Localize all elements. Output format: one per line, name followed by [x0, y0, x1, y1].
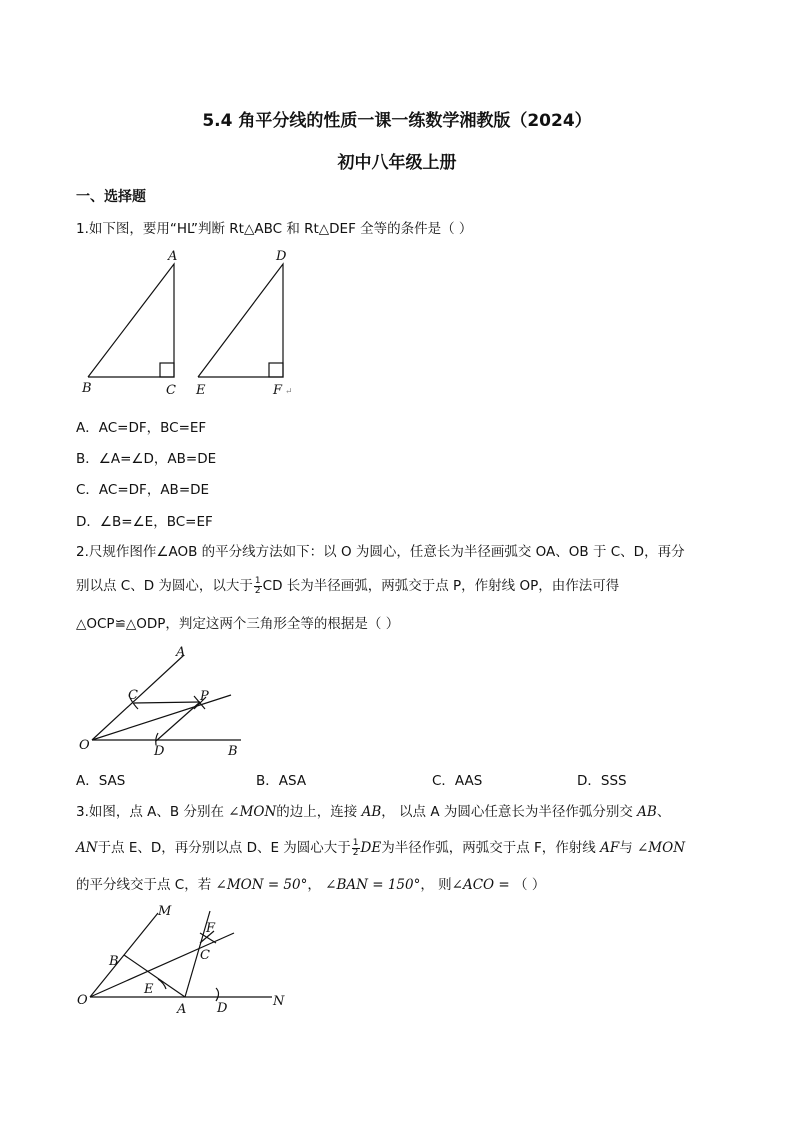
q1-label-d: D [276, 249, 287, 264]
q2-label-d: D [154, 744, 165, 759]
q1-stem: 1.如下图，要用“HL”判断 Rt△ABC 和 Rt△DEF 全等的条件是（ ） [76, 221, 473, 237]
q1-label-b: B [82, 381, 92, 396]
q2-label-o: O [79, 738, 90, 753]
q2-option-a[interactable]: A．SAS [76, 773, 126, 789]
half-fraction: $\frac{1}{2}$ [254, 575, 261, 596]
q3-label-n: N [273, 994, 285, 1009]
q3-label-m: M [158, 904, 172, 919]
q2-line2-post: CD 长为半径画弧，两弧交于点 P，作射线 OP，由作法可得 [262, 578, 620, 594]
q3-line3: 的平分线交于点 C，若 ∠MON = 50°， ∠BAN = 150°， 则∠ACO = （ ） [76, 877, 546, 893]
page-title: 5.4 角平分线的性质一课一练数学湘教版（2024） [202, 111, 592, 131]
return-mark: ↵ [285, 387, 293, 397]
segment-ab: AB [361, 804, 382, 820]
q3-label-a: A [177, 1002, 187, 1017]
angle-mon: ∠MON [228, 804, 277, 820]
q1-label-a: A [168, 249, 178, 264]
q1-label-f: F [273, 383, 283, 398]
q2-line1: 2.尺规作图作∠AOB 的平分线方法如下：以 O 为圆心，任意长为半径画弧交 OA、OB 于 C、D，再分 [76, 544, 685, 560]
q3-label-d: D [217, 1001, 228, 1016]
q2-option-b[interactable]: B．ASA [256, 773, 307, 789]
q1-option-b[interactable]: B．∠A=∠D，AB=DE [76, 451, 217, 467]
q3-line1: 3.如图，点 A、B 分别在 ∠MON的边上，连接 AB， 以点 A 为圆心任意长为半径作弧分别交 AB、 [76, 804, 671, 820]
q2-figure [76, 643, 246, 763]
q3-label-b: B [109, 954, 119, 969]
page-subtitle: 初中八年级上册 [337, 153, 457, 173]
q2-line3: △OCP≌△ODP，判定这两个三角形全等的根据是（ ） [76, 616, 400, 632]
q3-line2: AN于点 E、D，再分别以点 D、E 为圆心大于 $\frac{1}{2}$ DE为半径作弧，两弧交于点 F，作射线 AF与 ∠MON [76, 837, 686, 858]
q1-option-d[interactable]: D．∠B=∠E，BC=EF [76, 514, 213, 530]
q3-figure [76, 901, 296, 1021]
q1-option-a[interactable]: A．AC=DF，BC=EF [76, 420, 207, 436]
q1-label-c: C [166, 383, 176, 398]
q2-option-d[interactable]: D．SSS [577, 773, 627, 789]
q1-label-e: E [196, 383, 206, 398]
q1-option-c[interactable]: C．AC=DF，AB=DE [76, 482, 210, 498]
q2-label-p: P [200, 689, 209, 704]
q2-label-c: C [128, 688, 138, 703]
q2-label-a: A [176, 645, 186, 660]
half-fraction: $\frac{1}{2}$ [352, 837, 359, 858]
section-title: 一、选择题 [76, 189, 146, 205]
q3-label-e: E [144, 982, 154, 997]
q3-label-f: F [206, 921, 216, 936]
q2-label-b: B [228, 744, 238, 759]
q3-label-c: C [200, 948, 210, 963]
q2-line2 [76, 574, 619, 596]
q1-figure [76, 246, 306, 401]
q2-line2-pre: 别以点 C、D 为圆心，以大于 [76, 578, 253, 594]
q2-option-c[interactable]: C．AAS [432, 773, 483, 789]
q3-label-o: O [77, 993, 88, 1008]
